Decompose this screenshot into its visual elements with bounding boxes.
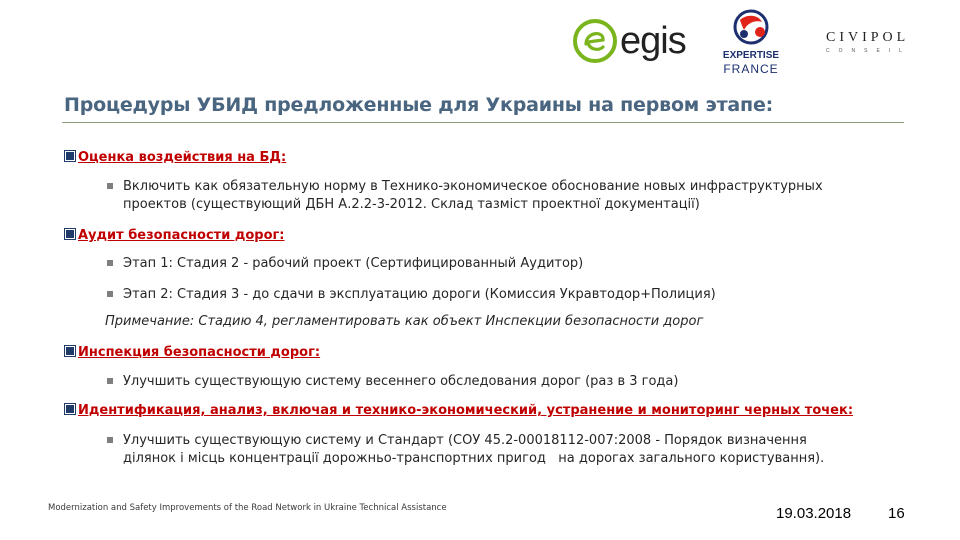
audit-note: Примечание: Стадию 4, регламентировать как объект Инспекции безопасности дорог [105,314,704,329]
expertise-label: EXPERTISE [722,50,780,61]
france-label: FRANCE [723,62,779,76]
expertise-france-logo [716,8,786,78]
list-item [107,255,907,273]
list-item-text: Этап 1: Стадия 2 - рабочий проект (Сертифицированный Аудитор) [123,256,584,271]
list-item-text: Улучшить существующую систему весеннего обследования дорог (раз в 3 года) [123,374,679,389]
section-label: Идентификация, анализ, включая и технико-экономический, устранение и мониторинг черных точек: [78,403,854,418]
footer-date: 19.03.2018 [776,505,852,522]
section-black-spots [64,403,853,418]
footer-project-name: Modernization and Safety Improvements of the Road Network in Ukraine Technical Assistance [48,503,447,513]
egis-e-icon [572,18,618,64]
list-item [107,373,907,391]
list-item-text: Улучшить существующую систему и Стандарт (СОУ 45.2-00018112-007:2008 - Порядок визначення ділянок і місць концентрації дорожньо-транспортних пригод на дорогах загального користування). [123,433,825,466]
civipol-subtitle: CONSEIL [826,48,911,54]
title-divider [62,122,904,123]
egis-wordmark: egis [620,20,686,62]
square-bullet-icon [107,183,113,189]
civipol-logo [826,26,912,62]
square-bullet-icon [107,291,113,297]
square-bullet-icon [107,437,113,443]
section-impact-assessment [64,150,286,165]
list-item [107,178,907,214]
checkbox-bullet-icon [64,345,76,357]
list-item-text: Этап 2: Стадия 3 - до сдачи в эксплуатацию дороги (Комиссия Укравтодор+Полиция) [123,287,716,302]
section-label: Инспекция безопасности дорог: [78,345,321,360]
egis-logo [572,18,697,66]
page-number: 16 [888,505,905,522]
square-bullet-icon [107,260,113,266]
checkbox-bullet-icon [64,150,76,162]
checkbox-bullet-icon [64,228,76,240]
square-bullet-icon [107,378,113,384]
list-item-text: Включить как обязательную норму в Технико-экономическое обоснование новых инфраструктурных проектов (существующий ДБН А.2.2-3-2012. Склад тазміст проектної документації) [123,179,823,212]
checkbox-bullet-icon [64,403,76,415]
list-item [107,432,907,468]
section-road-safety-inspection [64,345,320,360]
section-label: Оценка воздействия на БД: [78,150,287,165]
expertise-france-emblem-icon [716,8,786,50]
list-item [107,286,907,304]
civipol-wordmark: CIVIPOL [826,30,910,45]
section-road-safety-audit [64,228,285,243]
section-label: Аудит безопасности дорог: [78,228,285,243]
slide-title: Процедуры УБИД предложенные для Украины на первом этапе: [64,94,774,116]
